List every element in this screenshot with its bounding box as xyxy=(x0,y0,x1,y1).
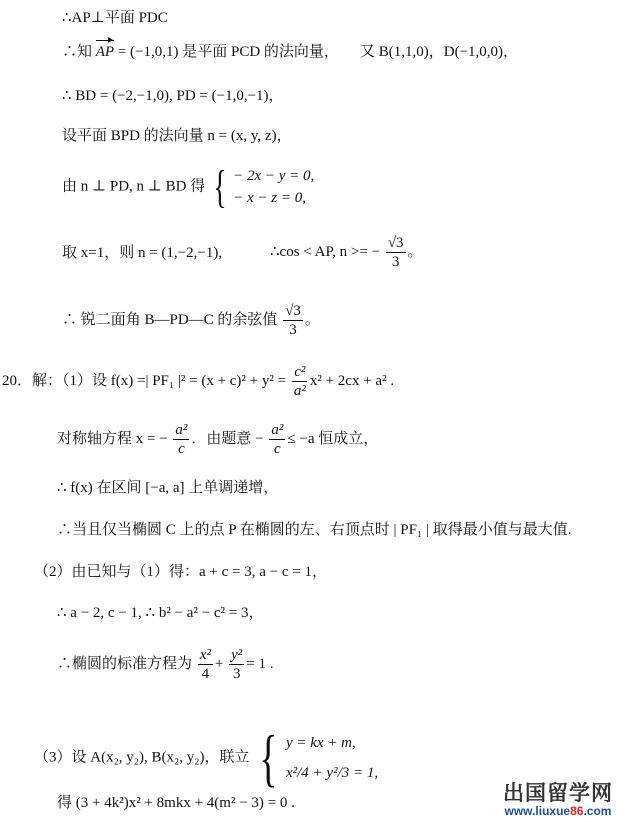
line-ap-perp-pdc xyxy=(62,8,168,28)
text: x² + 2cx + a² . xyxy=(309,372,395,389)
denominator: 3 xyxy=(289,322,297,338)
url-text: .com xyxy=(583,804,612,818)
text: ∴cos < AP, n >= − xyxy=(270,243,381,260)
text: 对称轴方程 x = − xyxy=(57,430,168,447)
text: ．由题意 − xyxy=(191,430,264,447)
equation-row: − 2x − y = 0, xyxy=(233,168,315,184)
text: ∴当且仅当椭圆 C 上的点 P 在椭圆的左、右顶点时 | PF₁ | 取得最小值与最大值. xyxy=(57,522,572,538)
text: （2）由已知与（1）得：a + c = 3, a − c = 1， xyxy=(34,564,327,580)
numerator: y² xyxy=(231,647,243,663)
fraction xyxy=(292,363,308,400)
denominator: c xyxy=(178,441,185,457)
numerator: a² xyxy=(175,422,188,438)
text: ∴ f(x) 在区间 [−a, a] 上单调递增， xyxy=(57,480,279,496)
url-text: www.liuxue xyxy=(504,804,571,818)
denominator: 4 xyxy=(201,666,210,682)
line-monotonic xyxy=(57,478,278,498)
text: ∴ a − 2, c − 1, ∴ b² − a² − c² = 3， xyxy=(57,605,264,621)
text: 得 (3 + 4k²)x² + 8mkx + 4(m² − 3) = 0 . xyxy=(57,795,295,811)
text: ∴ BD = (−2,−1,0), PD = (−1,0,−1)， xyxy=(62,88,284,104)
watermark-url xyxy=(503,804,613,818)
denominator: a² xyxy=(293,383,306,399)
text: ∴知 xyxy=(62,44,93,60)
line-normal-vector-n xyxy=(62,126,292,146)
fraction xyxy=(229,646,244,683)
vector-ap: AP xyxy=(95,44,115,60)
fraction xyxy=(386,234,406,271)
line-symmetry-axis xyxy=(57,421,378,458)
text: ∴ 锐二面角 B—PD—C 的余弦值 xyxy=(62,311,278,328)
watermark-title: 出国留学网 xyxy=(503,781,613,805)
line-perp-system xyxy=(62,161,315,212)
line-min-max xyxy=(57,520,571,540)
brace-icon: { xyxy=(213,161,227,212)
numerator: c² xyxy=(294,364,306,380)
denominator: 3 xyxy=(232,666,241,682)
line-part2 xyxy=(34,562,327,582)
line-ap-normal xyxy=(62,42,339,62)
text: = 1 . xyxy=(246,655,274,672)
fraction xyxy=(269,421,285,458)
line-take-x1 xyxy=(62,243,222,263)
text: 20．解：（1）设 f(x) =| PF₁ |² = (x + c)² + y² = xyxy=(2,372,287,389)
watermark-logo xyxy=(503,782,613,818)
denominator: 3 xyxy=(391,254,400,270)
text: 。 xyxy=(407,243,423,260)
line-cos-ap-n xyxy=(270,234,423,271)
equation-row: − x − z = 0, xyxy=(233,190,306,206)
line-dihedral-cosine xyxy=(62,302,320,339)
equation-system xyxy=(253,722,379,793)
line-part3-system xyxy=(34,722,379,793)
line-bd-pd-vectors xyxy=(62,86,284,106)
numerator: x² xyxy=(199,647,211,663)
equation-row: x²/4 + y²/3 = 1, xyxy=(285,765,379,781)
fraction xyxy=(198,646,213,683)
numerator: a² xyxy=(271,422,284,438)
text: ≤ −a 恒成立， xyxy=(287,430,379,447)
numerator: √3 xyxy=(387,235,404,251)
numerator: √3 xyxy=(285,303,301,319)
text: ∴椭圆的标准方程为 xyxy=(57,655,193,672)
text: 取 x=1，则 n = (1,−2,−1), xyxy=(62,245,223,261)
text: + xyxy=(214,655,224,672)
text: 由 n ⊥ PD, n ⊥ BD 得 xyxy=(62,178,206,195)
fraction xyxy=(173,421,189,458)
text: ∴AP⊥平面 PDC xyxy=(62,10,168,26)
line-quadratic xyxy=(57,793,295,813)
text: 设平面 BPD 的法向量 n = (x, y, z)， xyxy=(62,128,292,144)
text: = (−1,0,1) 是平面 PCD 的法向量， xyxy=(114,44,339,60)
text: 。 xyxy=(304,311,320,328)
denominator: c xyxy=(274,441,281,457)
equation-system xyxy=(209,161,315,212)
text: （3）设 A(x₂, y₂), B(x₂, y₂)，联立 xyxy=(34,749,250,766)
brace-icon: { xyxy=(259,722,278,793)
url-text: 86 xyxy=(570,804,584,818)
line-points-b-d xyxy=(360,42,518,62)
fraction xyxy=(283,302,303,339)
line-problem-20-part1 xyxy=(2,363,394,400)
text: 又 B(1,1,0)，D(−1,0,0)， xyxy=(360,44,519,60)
line-abc-values xyxy=(57,603,264,623)
equation-row: y = kx + m, xyxy=(285,735,356,751)
line-ellipse-equation xyxy=(57,646,274,683)
